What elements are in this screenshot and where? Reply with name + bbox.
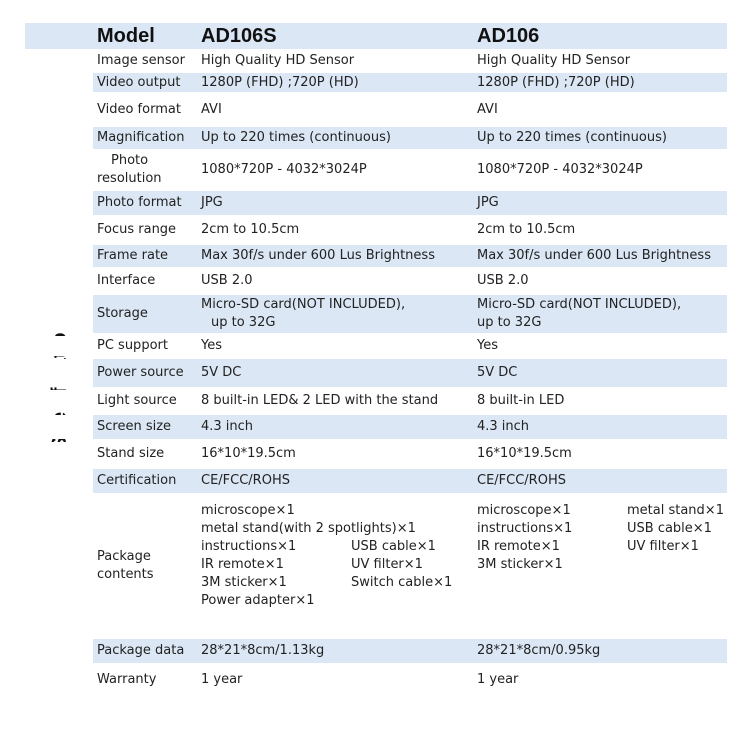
row-value-ad106: 1080*720P - 4032*3024P [469, 152, 727, 188]
row-label: Focus range [93, 218, 193, 242]
table-row [25, 336, 727, 356]
package-item: 3M sticker×1 [477, 557, 563, 572]
table-row-package-contents [25, 496, 727, 636]
package-item: USB cable×1 [627, 521, 712, 536]
row-label: Magnification [93, 127, 193, 149]
row-value-line: Micro-SD card(NOT INCLUDED), [201, 297, 406, 312]
package-item-pair [201, 538, 469, 556]
row-value-ad106s: JPG [193, 191, 469, 215]
row-label: Photo format [93, 191, 193, 215]
row-label: Warranty [93, 666, 193, 694]
row-label: Storage [93, 295, 193, 333]
row-label-line: resolution [97, 171, 162, 186]
package-item-pair [201, 574, 469, 592]
row-label: Stand size [93, 442, 193, 466]
row-value-ad106s: Up to 220 times (continuous) [193, 127, 469, 149]
row-label: Light source [93, 390, 193, 412]
row-label: Image sensor [93, 52, 193, 70]
row-value-ad106s: 1280P (FHD) ;720P (HD) [193, 73, 469, 92]
row-value-ad106s: 1080*720P - 4032*3024P [193, 152, 469, 188]
row-label: Certification [93, 469, 193, 493]
row-value-ad106: 8 built-in LED [469, 390, 727, 412]
package-item: metal stand×1 [627, 503, 724, 518]
table-row [25, 666, 727, 694]
header-row [25, 23, 727, 49]
package-item: microscope×1 [201, 503, 295, 518]
row-label: Frame rate [93, 245, 193, 267]
table-row [25, 152, 727, 188]
row-label: PC support [93, 336, 193, 356]
row-value-ad106s: 8 built-in LED& 2 LED with the stand [193, 390, 469, 412]
package-item: metal stand(with 2 spotlights)×1 [201, 521, 416, 536]
row-value-ad106s: 5V DC [193, 359, 469, 387]
row-label: Interface [93, 270, 193, 292]
row-value-ad106s [193, 295, 469, 333]
package-item-pair [477, 520, 727, 538]
row-value-ad106s: AVI [193, 95, 469, 124]
row-label-line: Photo [111, 153, 149, 168]
table-row [25, 127, 727, 149]
row-value-ad106: Max 30f/s under 600 Lus Brightness [469, 245, 727, 267]
package-contents-ad106s [193, 496, 469, 636]
row-value-line: Micro-SD card(NOT INCLUDED), [477, 297, 682, 312]
row-value-ad106: High Quality HD Sensor [469, 52, 727, 70]
row-value-ad106: 4.3 inch [469, 415, 727, 439]
table-row [25, 191, 727, 215]
row-value-ad106: USB 2.0 [469, 270, 727, 292]
row-label: Power source [93, 359, 193, 387]
row-value-ad106: 1280P (FHD) ;720P (HD) [469, 73, 727, 92]
row-value-ad106: Yes [469, 336, 727, 356]
package-item-pair [201, 556, 469, 574]
package-item: USB cable×1 [351, 539, 436, 554]
table-row [25, 270, 727, 292]
table-row [25, 245, 727, 267]
row-value-ad106s: Yes [193, 336, 469, 356]
header-col-ad106s: AD106S [193, 23, 469, 49]
row-value-ad106: Up to 220 times (continuous) [469, 127, 727, 149]
table-row [25, 218, 727, 242]
package-item: Switch cable×1 [351, 575, 453, 590]
table-row [25, 390, 727, 412]
package-item: Power adapter×1 [201, 593, 315, 608]
row-value-ad106s: 4.3 inch [193, 415, 469, 439]
row-label-line: contents [97, 567, 154, 582]
row-value-ad106 [469, 295, 727, 333]
row-value-ad106s: 1 year [193, 666, 469, 694]
row-value-ad106: AVI [469, 95, 727, 124]
row-value-line: up to 32G [211, 315, 276, 330]
package-contents-ad106 [469, 496, 727, 636]
row-label: Video output [93, 73, 193, 92]
package-item: instructions×1 [477, 521, 573, 536]
row-value-ad106s: 16*10*19.5cm [193, 442, 469, 466]
row-value-ad106s: USB 2.0 [193, 270, 469, 292]
row-value-line: up to 32G [477, 315, 542, 330]
package-item: IR remote×1 [477, 539, 560, 554]
row-value-ad106s: CE/FCC/ROHS [193, 469, 469, 493]
header-model-label: Model [93, 23, 193, 49]
package-item: IR remote×1 [201, 557, 284, 572]
row-label: Video format [93, 95, 193, 124]
table-row [25, 469, 727, 493]
package-item: instructions×1 [201, 539, 297, 554]
row-label [93, 152, 193, 188]
row-value-ad106: 1 year [469, 666, 727, 694]
row-value-ad106: CE/FCC/ROHS [469, 469, 727, 493]
package-item: UV filter×1 [351, 557, 423, 572]
table-row [25, 295, 727, 333]
table-row [25, 52, 727, 70]
row-value-ad106: JPG [469, 191, 727, 215]
table-row [25, 73, 727, 92]
row-value-ad106s: Max 30f/s under 600 Lus Brightness [193, 245, 469, 267]
row-value-ad106: 2cm to 10.5cm [469, 218, 727, 242]
row-value-ad106s: 28*21*8cm/1.13kg [193, 639, 469, 663]
row-value-ad106: 28*21*8cm/0.95kg [469, 639, 727, 663]
package-item: UV filter×1 [627, 539, 699, 554]
table-row [25, 639, 727, 663]
row-label [93, 496, 193, 636]
header-spacer [25, 23, 93, 49]
package-item: microscope×1 [477, 503, 571, 518]
row-value-ad106: 5V DC [469, 359, 727, 387]
row-value-ad106s: 2cm to 10.5cm [193, 218, 469, 242]
row-value-ad106: 16*10*19.5cm [469, 442, 727, 466]
row-label: Screen size [93, 415, 193, 439]
package-item-pair [477, 538, 727, 556]
table-row [25, 95, 727, 124]
row-label-line: Package [97, 549, 151, 564]
table-row [25, 442, 727, 466]
package-item-pair [477, 502, 727, 520]
table-row [25, 415, 727, 439]
row-value-ad106s: High Quality HD Sensor [193, 52, 469, 70]
table-row [25, 359, 727, 387]
row-label: Package data [93, 639, 193, 663]
package-item: 3M sticker×1 [201, 575, 287, 590]
spec-table [25, 20, 727, 697]
header-col-ad106: AD106 [469, 23, 727, 49]
